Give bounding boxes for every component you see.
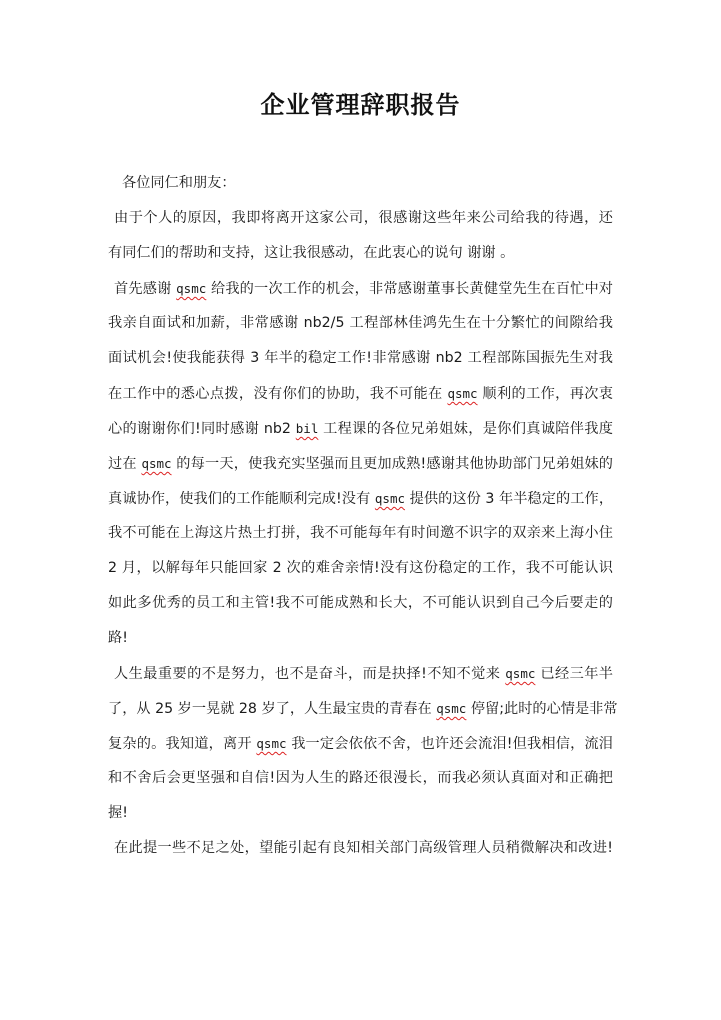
paragraph-reason-line-2: 有同仁们的帮助和支持，这让我很感动，在此衷心的说句 谢谢 。 xyxy=(108,245,515,261)
paragraph-thanks-line-1: 首先感谢 qsmc 给我的一次工作的机会，非常感谢董事长黄健堂先生在百忙中对 xyxy=(114,281,613,297)
greeting-line: 各位同仁和朋友： xyxy=(122,175,236,191)
spellcheck-flagged-word: qsmc xyxy=(436,701,467,716)
spellcheck-flagged-word: qsmc xyxy=(374,491,406,506)
spellcheck-flagged-word: qsmc xyxy=(505,666,536,681)
spellcheck-flagged-word: qsmc xyxy=(256,736,287,751)
paragraph-thanks-line-6: 过在 qsmc 的每一天，使我充实坚强而且更加成熟!感谢其他协助部门兄弟姐妹的 xyxy=(108,456,613,472)
paragraph-reflection-line-5: 握! xyxy=(108,805,128,821)
spellcheck-flagged-word: qsmc xyxy=(176,281,207,296)
paragraph-reflection-line-3: 复杂的。我知道，离开 qsmc 我一定会依依不舍，也许还会流泪!但我相信，流泪 xyxy=(108,736,613,752)
spellcheck-flagged-word: bil xyxy=(295,421,319,436)
paragraph-thanks-line-2: 我亲自面试和加薪，非常感谢 nb2/5 工程部林佳鸿先生在十分繁忙的间隙给我 xyxy=(108,315,613,331)
paragraph-reflection-line-4: 和不舍后会更坚强和自信!因为人生的路还很漫长，而我必须认真面对和正确把 xyxy=(108,770,613,786)
paragraph-suggestion-line-1: 在此提一些不足之处，望能引起有良知相关部门高级管理人员稍微解决和改进! xyxy=(114,840,613,856)
paragraph-thanks-line-7: 真诚协作，使我们的工作能顺利完成!没有 qsmc 提供的这份 3 年半稳定的工作， xyxy=(108,491,614,507)
paragraph-thanks-line-4: 在工作中的悉心点拨，没有你们的协助，我不可能在 qsmc 顺利的工作，再次衷 xyxy=(108,386,613,402)
paragraph-thanks-line-10: 如此多优秀的员工和主管!我不可能成熟和长大，不可能认识到自己今后要走的 xyxy=(108,595,613,611)
paragraph-thanks-line-5: 心的谢谢你们!同时感谢 nb2 bil 工程课的各位兄弟姐妹，是你们真诚陪伴我度 xyxy=(108,421,613,437)
paragraph-thanks-line-9: 2 月，以解每年只能回家 2 次的难舍亲情!没有这份稳定的工作，我不可能认识 xyxy=(108,560,613,576)
spellcheck-flagged-word: qsmc xyxy=(447,386,478,401)
paragraph-thanks-line-11: 路! xyxy=(108,630,128,646)
spellcheck-flagged-word: qsmc xyxy=(141,456,172,471)
document-body xyxy=(108,166,618,866)
paragraph-reflection-line-2: 了，从 25 岁一晃就 28 岁了，人生最宝贵的青春在 qsmc 停留;此时的心情是非常 xyxy=(108,701,618,717)
paragraph-reason-line-1: 由于个人的原因，我即将离开这家公司，很感谢这些年来公司给我的待遇，还 xyxy=(114,210,613,226)
paragraph-thanks-line-8: 我不可能在上海这片热土打拼，我不可能每年有时间邀不识字的双亲来上海小住 xyxy=(108,525,613,541)
paragraph-thanks-line-3: 面试机会!使我能获得 3 年半的稳定工作!非常感谢 nb2 工程部陈国振先生对我 xyxy=(108,350,613,366)
paragraph-reflection-line-1: 人生最重要的不是努力，也不是奋斗，而是抉择!不知不觉来 qsmc 已经三年半 xyxy=(114,666,613,682)
document-title: 企业管理辞职报告 xyxy=(260,90,461,119)
